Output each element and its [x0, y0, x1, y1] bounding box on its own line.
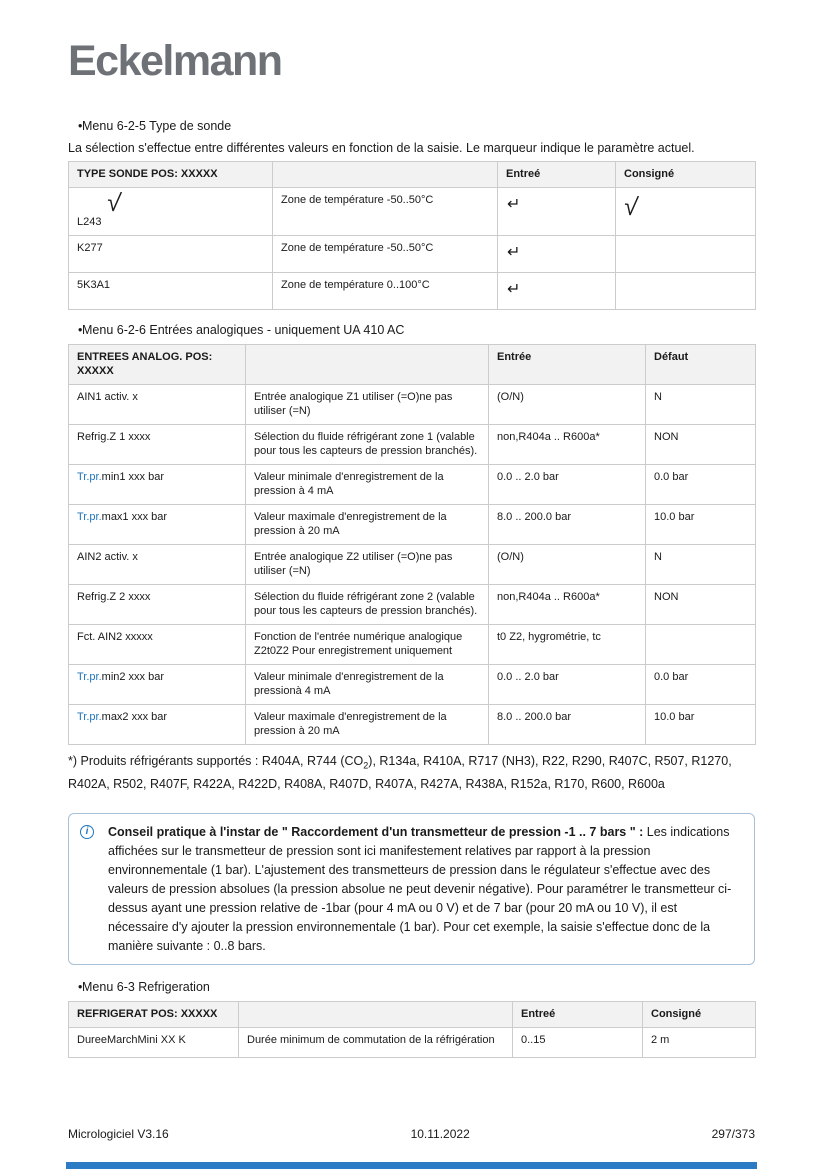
param-label-cell: [69, 464, 246, 504]
info-icon-column: [80, 823, 108, 956]
setpoint-cell: [616, 235, 756, 272]
setpoint-cell: [616, 187, 756, 235]
bullet-icon: [68, 117, 82, 136]
footnote-subscript: 2: [363, 760, 369, 770]
info-box-content: [108, 823, 740, 956]
section-heading-label: Menu 6-2-6 Entrées analogiques - uniquement UA 410 AC: [82, 322, 405, 337]
company-logo: Eckelmann: [68, 37, 282, 85]
param-label: L243: [77, 216, 102, 228]
description-cell: Zone de température -50..50°C: [273, 187, 498, 235]
column-header: ENTREES ANALOG. POS: XXXXX: [69, 344, 246, 384]
default-cell: N: [646, 384, 756, 424]
param-label-cell: [69, 384, 246, 424]
table-row: [69, 624, 756, 664]
description-cell: Valeur maximale d'enregistrement de la pression à 20 mA: [246, 504, 489, 544]
default-cell: N: [646, 544, 756, 584]
param-label-cell: K277: [69, 235, 273, 272]
default-cell: NON: [646, 424, 756, 464]
table-header-row: [69, 1002, 756, 1028]
description-cell: Fonction de l'entrée numérique analogique Z2t0Z2 Pour enregistrement uniquement: [246, 624, 489, 664]
param-label: min2 xxx bar: [101, 670, 165, 683]
footnote-text: *) Produits réfrigérants supportés : R404A, R744 (CO: [68, 753, 364, 768]
column-header: Entreé: [498, 162, 616, 188]
check-mark-icon: √: [105, 187, 123, 218]
param-label-prefix: Tr.pr.: [77, 470, 102, 483]
table-row: [69, 584, 756, 624]
footnote-text: ), R134a, R410A, R717 (NH3), R22, R290, R407C, R507, R1270, R402A, R502, R407F, R422A, R422D, R408A, R407D, R407A, R427A, R438A, R152a, R170, R600, R600a: [68, 753, 732, 791]
table-row: [69, 272, 756, 309]
section-heading-menu-6-2-6: [68, 321, 755, 340]
footer-version: Micrologiciel V3.16: [68, 1127, 169, 1141]
column-header: [273, 162, 498, 188]
entry-cell: t0 Z2, hygrométrie, tc: [489, 624, 646, 664]
default-cell: NON: [646, 584, 756, 624]
column-header: TYPE SONDE POS: XXXXX: [69, 162, 273, 188]
table-row: [69, 187, 756, 235]
default-cell: 0.0 bar: [646, 464, 756, 504]
entry-cell: 0.0 .. 2.0 bar: [489, 664, 646, 704]
param-label: min1 xxx bar: [101, 470, 165, 483]
description-cell: Zone de température 0..100°C: [273, 272, 498, 309]
entry-cell: (O/N): [489, 544, 646, 584]
entry-cell: non,R404a .. R600a*: [489, 584, 646, 624]
param-label-cell: [69, 187, 273, 235]
entry-cell: [498, 187, 616, 235]
table-row: [69, 664, 756, 704]
table-header-row: [69, 344, 756, 384]
param-label: max1 xxx bar: [101, 510, 168, 523]
table-row: [69, 464, 756, 504]
table-row: [69, 544, 756, 584]
param-label-prefix: Tr.pr.: [77, 710, 102, 723]
param-label-cell: [69, 544, 246, 584]
check-mark-icon: √: [622, 191, 640, 222]
entry-cell: non,R404a .. R600a*: [489, 424, 646, 464]
footer-date: 10.11.2022: [410, 1127, 470, 1141]
enter-key-icon: ↵: [507, 243, 521, 261]
page-footer: [68, 1127, 755, 1141]
table-row: [69, 235, 756, 272]
section-heading-menu-6-2-5: [68, 117, 755, 136]
description-cell: Durée minimum de commutation de la réfrigération: [239, 1027, 513, 1057]
entry-cell: 0.0 .. 2.0 bar: [489, 464, 646, 504]
description-cell: Valeur minimale d'enregistrement de la pression à 4 mA: [246, 464, 489, 504]
section-heading-label: Menu 6-3 Refrigeration: [82, 980, 210, 994]
intro-paragraph: La sélection s'effectue entre différentes valeurs en fonction de la saisie. Le marqueur indique le paramètre actuel.: [68, 141, 695, 155]
analog-inputs-table: [68, 344, 756, 745]
column-header: [246, 344, 489, 384]
description-cell: Entrée analogique Z2 utiliser (=O)ne pas utiliser (=N): [246, 544, 489, 584]
entry-cell: [498, 235, 616, 272]
section-heading-label: Menu 6-2-5 Type de sonde: [82, 119, 232, 133]
column-header: Entrée: [489, 344, 646, 384]
info-box-text: Les indications affichées sur le transmetteur de pression sont ici manifestement relatives par rapport à la pression environnementale (1 bar). L'ajustement des transmetteurs de pression dans le régulateur s'effectue avec des valeurs de pression absolues (la pression absolue ne peut devenir négative). Pour paramétrer le transmetteur ci-dessus ayant une pression relative de -1bar (pour 4 mA ou 0 V) et de 7 bar (pour 20 mA ou 10 V), il est nécessaire d'y ajouter la pression environnementale (1 bar). Pour cet exemple, la saisie s'effectue donc de la manière suivante : 0..8 bars.: [108, 825, 732, 953]
param-label: AIN1 activ. x: [77, 390, 138, 403]
param-label-cell: [69, 424, 246, 464]
footer-accent-bar: [66, 1162, 757, 1169]
sonde-type-table: [68, 161, 756, 310]
table-row: [69, 504, 756, 544]
entry-cell: 8.0 .. 200.0 bar: [489, 704, 646, 744]
enter-key-icon: ↵: [507, 280, 521, 298]
table-row: [69, 704, 756, 744]
bullet-icon: [68, 978, 82, 997]
table-header-row: [69, 162, 756, 188]
param-label: Fct. AIN2 xxxxx: [77, 630, 153, 643]
refrigerants-footnote: [68, 752, 755, 795]
default-cell: 10.0 bar: [646, 704, 756, 744]
default-cell: 0.0 bar: [646, 664, 756, 704]
entry-cell: [498, 272, 616, 309]
param-label: AIN2 activ. x: [77, 550, 138, 563]
table-row: [69, 1027, 756, 1057]
param-label-cell: [69, 624, 246, 664]
description-cell: Entrée analogique Z1 utiliser (=O)ne pas utiliser (=N): [246, 384, 489, 424]
column-header: Entreé: [513, 1002, 643, 1028]
setpoint-cell: 2 m: [643, 1027, 756, 1057]
table-row: [69, 424, 756, 464]
bullet-icon: [68, 321, 82, 340]
info-box-title: Conseil pratique à l'instar de " Raccordement d'un transmetteur de pression -1 .. 7 bars " :: [108, 825, 644, 839]
column-header: [239, 1002, 513, 1028]
refrigeration-table: [68, 1001, 756, 1058]
column-header: Défaut: [646, 344, 756, 384]
param-label-cell: DureeMarchMini XX K: [69, 1027, 239, 1057]
param-label-cell: [69, 504, 246, 544]
param-label: Refrig.Z 1 xxxx: [77, 430, 151, 443]
section-heading-menu-6-3: [68, 978, 755, 997]
info-box: [68, 813, 755, 965]
description-cell: Valeur minimale d'enregistrement de la pressionà 4 mA: [246, 664, 489, 704]
param-label: Refrig.Z 2 xxxx: [77, 590, 151, 603]
description-cell: Sélection du fluide réfrigérant zone 2 (valable pour tous les capteurs de pression branchés).: [246, 584, 489, 624]
param-label-prefix: Tr.pr.: [77, 510, 102, 523]
default-cell: 10.0 bar: [646, 504, 756, 544]
description-cell: Zone de température -50..50°C: [273, 235, 498, 272]
column-header: REFRIGERAT POS: XXXXX: [69, 1002, 239, 1028]
enter-key-icon: ↵: [507, 195, 521, 213]
param-label-cell: [69, 704, 246, 744]
default-cell: [646, 624, 756, 664]
description-cell: Sélection du fluide réfrigérant zone 1 (valable pour tous les capteurs de pression branchés).: [246, 424, 489, 464]
setpoint-cell: [616, 272, 756, 309]
column-header: Consigné: [616, 162, 756, 188]
table-row: [69, 384, 756, 424]
param-label-cell: 5K3A1: [69, 272, 273, 309]
info-icon: i: [80, 825, 94, 839]
entry-cell: 0..15: [513, 1027, 643, 1057]
column-header: Consigné: [643, 1002, 756, 1028]
param-label-prefix: Tr.pr.: [77, 670, 102, 683]
footer-page-number: 297/373: [711, 1127, 755, 1141]
param-label: max2 xxx bar: [101, 710, 168, 723]
param-label-cell: [69, 664, 246, 704]
description-cell: Valeur maximale d'enregistrement de la pression à 20 mA: [246, 704, 489, 744]
param-label-cell: [69, 584, 246, 624]
entry-cell: 8.0 .. 200.0 bar: [489, 504, 646, 544]
entry-cell: (O/N): [489, 384, 646, 424]
